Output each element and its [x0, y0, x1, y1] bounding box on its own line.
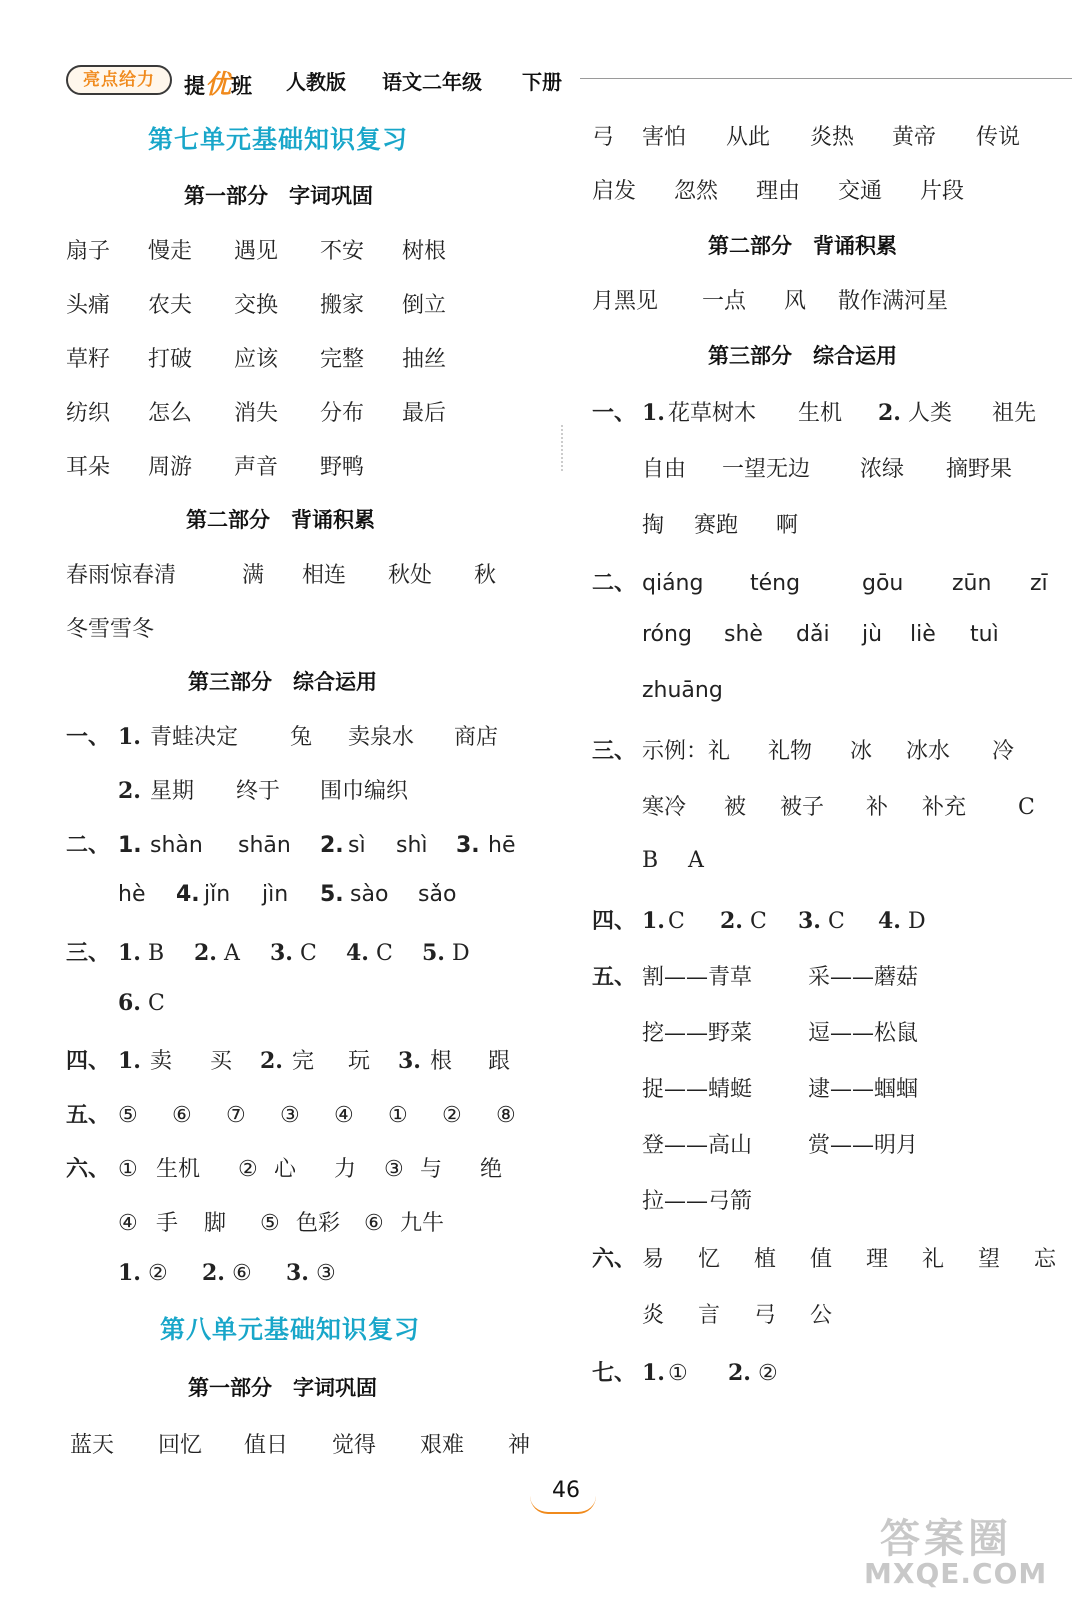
answer: 自由: [642, 457, 687, 482]
sub-number: 5.: [422, 940, 445, 966]
match-pair: 采——蘑菇: [808, 965, 919, 990]
pinyin: tuì: [970, 622, 999, 647]
word: 完整: [320, 347, 365, 372]
answer: 兔: [290, 725, 313, 750]
sub-number: 4.: [878, 908, 901, 934]
pinyin: shè: [724, 622, 763, 647]
word: 搬家: [320, 293, 365, 318]
answer: A: [688, 848, 704, 873]
r-q1-row-3: [642, 508, 798, 539]
word: 回忆: [158, 1433, 203, 1458]
answer: 理: [866, 1247, 889, 1272]
answer: ⑤: [118, 1103, 138, 1128]
answer: 完: [292, 1049, 315, 1074]
answer: ①: [118, 1157, 138, 1182]
word-row-2: [66, 288, 446, 319]
r-q2-row-3: zhuāng: [642, 678, 723, 703]
sub-number: 2.: [320, 833, 344, 858]
l-q2-row-1: [66, 828, 515, 859]
answer: C: [300, 941, 317, 966]
word: 片段: [920, 179, 965, 204]
word: 交换: [234, 293, 279, 318]
answer: 礼: [922, 1247, 945, 1272]
answer: 与: [420, 1157, 443, 1182]
l-q6-row-3: [118, 1260, 336, 1286]
answer: 礼物: [768, 739, 813, 764]
recite-item: 一点: [702, 289, 747, 314]
word-row-3: [66, 342, 446, 373]
pinyin: dǎi: [796, 622, 830, 647]
sub-number: 1.: [118, 724, 141, 750]
r-q7-row: [592, 1356, 778, 1387]
answer: 跟: [488, 1049, 511, 1074]
page-number-arc: [530, 1496, 596, 1514]
word: 抽丝: [402, 347, 447, 372]
column-divider: [561, 425, 563, 471]
answer: ⑥: [364, 1211, 384, 1236]
l-q3-row-2: [118, 990, 165, 1016]
sub-number: 1.: [118, 833, 142, 858]
pinyin: shàn: [150, 833, 203, 858]
unit7-title: 第七单元基础知识复习: [148, 125, 409, 154]
answer: 一望无边: [722, 457, 811, 482]
answer: 祖先: [992, 401, 1037, 426]
word: 最后: [402, 401, 447, 426]
answer: 掏: [642, 513, 665, 538]
unit8-title: 第八单元基础知识复习: [160, 1315, 421, 1344]
match-pair: 逗——松鼠: [808, 1021, 919, 1046]
pinyin: hè: [118, 882, 146, 907]
pinyin: gōu: [862, 571, 904, 596]
question-label: 七、: [592, 1361, 637, 1386]
answer: ③: [316, 1261, 336, 1286]
answer: C: [828, 909, 845, 934]
word: 交通: [838, 179, 883, 204]
answer: 商店: [454, 725, 499, 750]
match-pair: 逮——蝈蝈: [808, 1077, 919, 1102]
match-pair: 挖——野菜: [642, 1021, 753, 1046]
pinyin: zūn: [952, 571, 992, 596]
question-label: 六、: [66, 1157, 111, 1182]
r-q2-row-2: [642, 622, 999, 647]
subject-label: 语文二年级: [382, 70, 482, 94]
word: 头痛: [66, 293, 111, 318]
answer: 冷: [992, 739, 1015, 764]
word: 炎热: [810, 125, 855, 150]
word: 纺织: [66, 401, 111, 426]
sub-number: 4.: [346, 940, 369, 966]
recite-item: 相连: [302, 563, 347, 588]
answer: ④: [334, 1103, 354, 1128]
sub-number: 3.: [456, 833, 480, 858]
edition-label: 人教版: [286, 70, 346, 94]
answer: B: [642, 848, 659, 873]
brand-title: [184, 64, 252, 101]
recite-row-2: 冬雪雪冬: [66, 617, 155, 642]
answer: ⑦: [226, 1103, 246, 1128]
answer: 手: [156, 1211, 179, 1236]
sub-number: 4.: [176, 882, 200, 907]
word: 扇子: [66, 239, 111, 264]
r-q1-row-1: [592, 396, 1036, 427]
answer: ②: [148, 1261, 168, 1286]
word: 害怕: [642, 125, 687, 150]
word: 传说: [976, 125, 1021, 150]
answer: 忆: [698, 1247, 721, 1272]
match-pair: 捉——蜻蜓: [642, 1077, 753, 1102]
sub-number: 5.: [320, 882, 344, 907]
sub-number: 2.: [260, 1048, 283, 1074]
answer: 补充: [922, 795, 967, 820]
answer: 绝: [480, 1157, 503, 1182]
answer: C: [148, 991, 165, 1016]
r-q6-row-2: [642, 1298, 832, 1329]
answer: C: [376, 941, 393, 966]
r-q5-row-3: [642, 1072, 918, 1103]
sub-number: 1.: [642, 400, 665, 426]
word: 忽然: [674, 179, 719, 204]
r-q5-row-4: [642, 1128, 918, 1159]
word-row-1: [66, 234, 446, 265]
answer: 啊: [776, 513, 799, 538]
watermark-line-2: MXQE.COM: [864, 1557, 1048, 1590]
pinyin: jù: [862, 622, 883, 647]
answer: C: [668, 909, 685, 934]
pinyin: sǎo: [418, 882, 457, 907]
u8-word-row: [70, 1428, 530, 1459]
r-q5-row-5: [642, 1184, 752, 1215]
sub-number: 2.: [194, 940, 217, 966]
answer: 生机: [798, 401, 843, 426]
match-pair: 登——高山: [642, 1133, 753, 1158]
word: 分布: [320, 401, 365, 426]
answer: 示例：礼: [642, 739, 731, 764]
r-word-row-2: [592, 174, 964, 205]
answer: ⑧: [496, 1103, 516, 1128]
word: 声音: [234, 455, 279, 480]
match-pair: 割——青草: [642, 965, 753, 990]
word: 不安: [320, 239, 365, 264]
page-header: [60, 62, 1070, 98]
answer: 花草树木: [668, 401, 757, 426]
answer: 买: [210, 1049, 233, 1074]
answer: 浓绿: [860, 457, 905, 482]
answer: 植: [754, 1247, 777, 1272]
pinyin: róng: [642, 622, 692, 647]
watermark: [850, 1505, 1060, 1595]
answer: 炎: [642, 1303, 665, 1328]
recite-item: 秋处: [388, 563, 433, 588]
answer: 围巾编织: [320, 779, 409, 804]
word: 理由: [756, 179, 801, 204]
answer: ③: [384, 1157, 404, 1182]
l-q5-row: [66, 1098, 516, 1129]
question-label: 二、: [592, 571, 637, 596]
answer: 忘: [1034, 1247, 1057, 1272]
r-q5-row-2: [642, 1016, 918, 1047]
answer: 卖: [150, 1049, 173, 1074]
unit7-part3-title: 第三部分 综合运用: [188, 670, 377, 694]
r-q5-row-1: [592, 960, 918, 991]
l-q6-row-1: [66, 1152, 502, 1183]
pinyin: sì: [348, 833, 366, 858]
r-q3-row-1: [592, 734, 1014, 765]
word: 神: [508, 1433, 531, 1458]
l-q2-row-2: [118, 882, 456, 907]
word: 倒立: [402, 293, 447, 318]
word: 野鸭: [320, 455, 365, 480]
word: 从此: [726, 125, 771, 150]
recite-row-1: [66, 558, 496, 589]
answer: D: [452, 941, 470, 966]
answer: 摘野果: [946, 457, 1013, 482]
answer: 寒冷: [642, 795, 687, 820]
word: 觉得: [332, 1433, 377, 1458]
unit7-part2-title: 第二部分 背诵积累: [186, 508, 375, 532]
word-row-5: [66, 450, 364, 481]
answer: 冰: [850, 739, 873, 764]
sub-number: 3.: [270, 940, 293, 966]
sub-number: 1.: [642, 908, 665, 934]
sub-number: 3.: [798, 908, 821, 934]
answer: ③: [280, 1103, 300, 1128]
volume-label: 下册: [522, 70, 562, 94]
question-label: 一、: [592, 401, 637, 426]
sub-number: 2.: [728, 1360, 751, 1386]
l-q1-row-1: [66, 720, 498, 751]
series-logo: 亮点给力: [66, 65, 172, 95]
word: 周游: [148, 455, 193, 480]
answer: 冰水: [906, 739, 951, 764]
recite-item: 春雨惊春清: [66, 563, 177, 588]
sub-number: 2.: [202, 1260, 225, 1286]
answer: 脚: [204, 1211, 227, 1236]
answer: ①: [668, 1361, 688, 1386]
answer: 生机: [156, 1157, 201, 1182]
answer: ②: [758, 1361, 778, 1386]
r-part2-title: 第二部分 背诵积累: [708, 234, 897, 258]
question-label: 四、: [592, 909, 637, 934]
answer: ⑤: [260, 1211, 280, 1236]
answer: 心: [274, 1157, 297, 1182]
recite-item: 风: [784, 289, 807, 314]
sub-number: 1.: [118, 1260, 141, 1286]
word: 消失: [234, 401, 279, 426]
pinyin: jǐn: [204, 882, 231, 907]
recite-item: 满: [242, 563, 265, 588]
r-word-row-1: [592, 120, 1020, 151]
r-q1-row-2: [642, 452, 1012, 483]
answer: 言: [698, 1303, 721, 1328]
sub-number: 2.: [878, 400, 901, 426]
answer: C: [750, 909, 767, 934]
r-recite-row: [592, 284, 948, 315]
answer: 公: [810, 1303, 833, 1328]
word: 艰难: [420, 1433, 465, 1458]
match-pair: 赏——明月: [808, 1133, 919, 1158]
word: 怎么: [148, 401, 193, 426]
answer: ②: [238, 1157, 258, 1182]
word: 农夫: [148, 293, 193, 318]
r-q3-row-2: [642, 790, 1035, 821]
answer: ②: [442, 1103, 462, 1128]
sub-number: 6.: [118, 990, 141, 1016]
r-q4-row: [592, 904, 926, 935]
pinyin: liè: [910, 622, 936, 647]
answer: 终于: [236, 779, 281, 804]
question-label: 六、: [592, 1247, 637, 1272]
word: 树根: [402, 239, 447, 264]
answer: 青蛙决定: [150, 725, 239, 750]
sub-number: 2.: [118, 778, 141, 804]
l-q4-row: [66, 1044, 510, 1075]
answer: 九牛: [400, 1211, 445, 1236]
word: 值日: [244, 1433, 289, 1458]
question-label: 二、: [66, 833, 111, 858]
question-label: 三、: [66, 941, 111, 966]
answer: A: [224, 941, 240, 966]
pinyin: téng: [750, 571, 801, 596]
answer: ①: [388, 1103, 408, 1128]
answer: 力: [334, 1157, 357, 1182]
sub-number: 1.: [642, 1360, 665, 1386]
answer: ⑥: [232, 1261, 252, 1286]
sub-number: 1.: [118, 1048, 141, 1074]
pinyin: hē: [488, 833, 516, 858]
word: 慢走: [148, 239, 193, 264]
match-pair: 拉——弓箭: [642, 1189, 753, 1214]
answer: 被: [724, 795, 747, 820]
answer: ④: [118, 1211, 138, 1236]
pinyin: shì: [396, 833, 428, 858]
l-q6-row-2: [118, 1206, 444, 1237]
word: 启发: [592, 179, 637, 204]
sub-number: 3.: [398, 1048, 421, 1074]
word: 耳朵: [66, 455, 111, 480]
brand-part-2: 优: [205, 70, 232, 100]
brand-part-3: 班: [231, 74, 253, 98]
l-q1-row-2: [118, 774, 408, 805]
pinyin: jìn: [262, 882, 289, 907]
answer: 卖泉水: [348, 725, 415, 750]
r-part3-title: 第三部分 综合运用: [708, 344, 897, 368]
header-rule: [580, 78, 1072, 79]
unit8-part1-title: 第一部分 字词巩固: [188, 1376, 377, 1400]
question-label: 三、: [592, 739, 637, 764]
answer: 赛跑: [694, 513, 739, 538]
answer: 值: [810, 1247, 833, 1272]
word: 应该: [234, 347, 279, 372]
answer: 望: [978, 1247, 1001, 1272]
sub-number: 3.: [286, 1260, 309, 1286]
answer: C: [1018, 795, 1035, 820]
r-q6-row-1: [592, 1242, 1056, 1273]
r-q3-row-3: [642, 848, 704, 873]
answer: 人类: [908, 401, 953, 426]
pinyin: sào: [350, 882, 389, 907]
word: 黄帝: [892, 125, 937, 150]
pinyin: qiáng: [642, 571, 704, 596]
answer: 星期: [150, 779, 195, 804]
unit7-part1-title: 第一部分 字词巩固: [184, 184, 373, 208]
word: 打破: [148, 347, 193, 372]
answer: D: [908, 909, 926, 934]
question-label: 一、: [66, 725, 111, 750]
brand-part-1: 提: [184, 74, 205, 98]
answer: 被子: [780, 795, 825, 820]
watermark-line-1: 答案圈: [880, 1516, 1012, 1562]
word: 弓: [592, 125, 615, 150]
answer: 补: [866, 795, 889, 820]
word: 草籽: [66, 347, 111, 372]
word: 蓝天: [70, 1433, 115, 1458]
r-q2-row-1: [592, 566, 1048, 597]
sub-number: 2.: [720, 908, 743, 934]
word: 遇见: [234, 239, 279, 264]
pinyin: shān: [238, 833, 291, 858]
question-label: 五、: [66, 1103, 111, 1128]
answer: B: [148, 941, 165, 966]
answer: 玩: [348, 1049, 371, 1074]
answer: 弓: [754, 1303, 777, 1328]
pinyin: zī: [1030, 571, 1048, 596]
page-number: 46: [552, 1478, 580, 1503]
recite-item: 月黑见: [592, 289, 659, 314]
question-label: 五、: [592, 965, 637, 990]
answer: ⑥: [172, 1103, 192, 1128]
l-q3-row-1: [66, 936, 470, 967]
word-row-4: [66, 396, 446, 427]
answer: 色彩: [296, 1211, 341, 1236]
sub-number: 1.: [118, 940, 141, 966]
recite-item: 秋: [474, 563, 497, 588]
question-label: 四、: [66, 1049, 111, 1074]
answer: 易: [642, 1247, 665, 1272]
recite-item: 散作满河星: [838, 289, 949, 314]
answer: 根: [430, 1049, 453, 1074]
